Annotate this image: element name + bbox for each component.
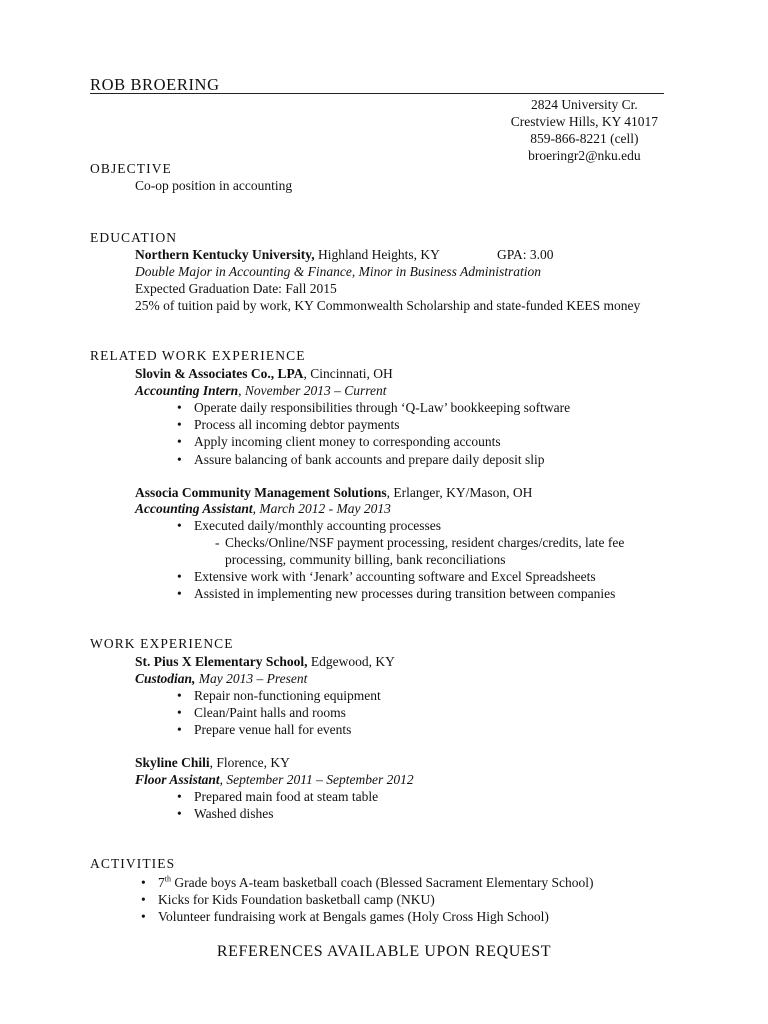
- contact-block: [511, 96, 658, 164]
- work-experience-heading: WORK EXPERIENCE: [90, 636, 234, 651]
- grade-number: 7: [158, 875, 165, 890]
- graduation-date: Expected Graduation Date: Fall 2015: [135, 281, 337, 296]
- job-title: Accounting Intern: [135, 383, 239, 398]
- school-location: Highland Heights, KY: [318, 247, 440, 262]
- list-item: • Apply incoming client money to corresponding accounts: [194, 434, 501, 450]
- job-dates: , March 2012 - May 2013: [252, 501, 391, 516]
- list-item: • Volunteer fundraising work at Bengals games (Holy Cross High School): [158, 909, 549, 925]
- list-item: • Washed dishes: [194, 806, 274, 822]
- tuition-note: 25% of tuition paid by work, KY Commonwealth Scholarship and state-funded KEES money: [135, 298, 641, 313]
- activities-heading: ACTIVITIES: [90, 856, 176, 871]
- job-title-line: [135, 501, 391, 517]
- job-employer-line: [135, 366, 393, 382]
- resume-name: ROB BROERING: [90, 75, 220, 94]
- address-line-1: 2824 University Cr.: [530, 97, 638, 112]
- list-item: • Executed daily/monthly accounting processes: [194, 518, 441, 534]
- employer-location: , Florence, KY: [209, 755, 290, 770]
- address-line-2: Crestview Hills, KY 41017: [510, 114, 658, 129]
- phone: 859-866-8221 (cell): [530, 131, 639, 146]
- job-dates: , November 2013 – Current: [238, 383, 387, 398]
- employer-name: St. Pius X Elementary School,: [135, 654, 308, 669]
- employer-name: Skyline Chili: [135, 755, 210, 770]
- list-item: • Repair non-functioning equipment: [194, 688, 381, 704]
- list-item: • Extensive work with ‘Jenark’ accounting software and Excel Spreadsheets: [194, 569, 596, 585]
- objective-heading: OBJECTIVE: [90, 161, 172, 176]
- gpa: GPA: 3.00: [497, 247, 554, 262]
- employer-name: Slovin & Associates Co., LPA: [135, 366, 304, 381]
- employer-location: , Erlanger, KY/Mason, OH: [386, 485, 533, 500]
- job-title-line: [135, 772, 414, 788]
- job-dates: , September 2011 – September 2012: [219, 772, 414, 787]
- job-employer-line: [135, 654, 395, 670]
- major: Double Major in Accounting & Finance, Minor in Business Administration: [135, 264, 541, 279]
- job-title: Custodian,: [135, 671, 196, 686]
- list-item: • Prepared main food at steam table: [194, 789, 378, 805]
- activity-text: Grade boys A-team basketball coach (Blessed Sacrament Elementary School): [170, 875, 594, 890]
- job-title-line: [135, 671, 307, 687]
- header-rule: [90, 93, 664, 94]
- employer-location: , Cincinnati, OH: [303, 366, 393, 381]
- list-item: • Assure balancing of bank accounts and prepare daily deposit slip: [194, 452, 545, 468]
- grade-suffix: th: [164, 874, 171, 884]
- job-title: Floor Assistant: [135, 772, 220, 787]
- job-title: Accounting Assistant: [135, 501, 253, 516]
- school-name: Northern Kentucky University,: [135, 247, 315, 262]
- list-item: • Clean/Paint halls and rooms: [194, 705, 346, 721]
- references-footer: REFERENCES AVAILABLE UPON REQUEST: [216, 943, 552, 960]
- list-item: • Kicks for Kids Foundation basketball camp (NKU): [158, 892, 435, 908]
- education-school-line: [135, 247, 440, 263]
- job-employer-line: [135, 755, 290, 771]
- objective-text: Co-op position in accounting: [135, 178, 293, 193]
- employer-location: Edgewood, KY: [310, 654, 395, 669]
- related-experience-heading: RELATED WORK EXPERIENCE: [90, 348, 306, 363]
- list-item: • Process all incoming debtor payments: [194, 417, 399, 433]
- job-title-line: [135, 383, 387, 399]
- employer-name: Associa Community Management Solutions: [135, 485, 387, 500]
- job-employer-line: [135, 485, 532, 501]
- list-item: [158, 875, 593, 891]
- email: broeringr2@nku.edu: [528, 148, 641, 163]
- job-dates: May 2013 – Present: [198, 671, 308, 686]
- list-item: • Prepare venue hall for events: [194, 722, 351, 738]
- sub-item-continued: processing, community billing, bank reconciliations: [225, 552, 506, 567]
- sub-item: - Checks/Online/NSF payment processing, resident charges/credits, late fee: [225, 535, 624, 551]
- list-item: • Operate daily responsibilities through ‘Q-Law’ bookkeeping software: [194, 400, 570, 416]
- list-item: • Assisted in implementing new processes during transition between companies: [194, 586, 615, 602]
- education-heading: EDUCATION: [90, 230, 178, 245]
